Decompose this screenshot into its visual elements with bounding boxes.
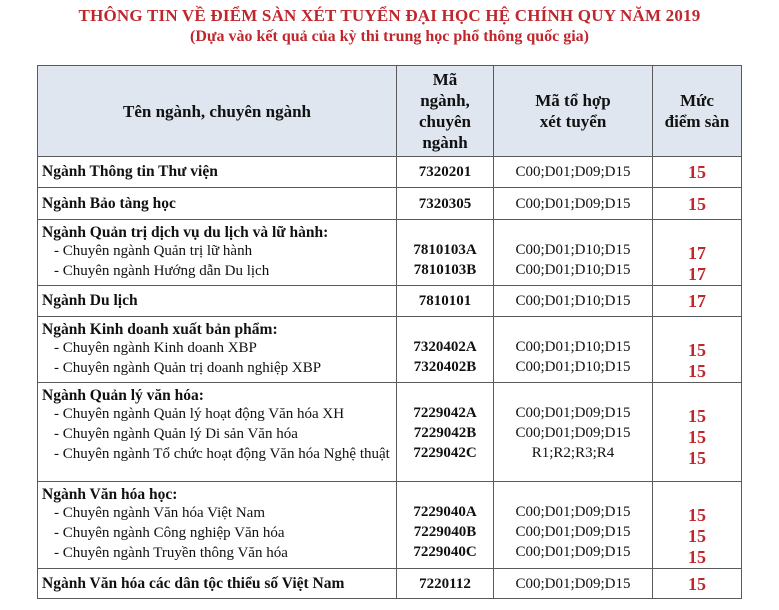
score-value: 15: [688, 427, 706, 447]
major-name: Ngành Thông tin Thư viện: [42, 163, 218, 180]
score-cell: [653, 317, 742, 383]
score-value: 17: [688, 291, 706, 311]
code-cell: [397, 569, 494, 599]
major-code: 7810101: [418, 293, 472, 309]
header-code-line: Mã: [432, 70, 458, 89]
major-code: 7810103B: [413, 262, 477, 278]
major-code: 7229040A: [413, 504, 477, 520]
code-cell: [397, 220, 494, 286]
major-code: 7810103A: [413, 242, 477, 258]
combo-value: C00;D01;D10;D15: [515, 242, 631, 258]
score-value: 15: [688, 448, 706, 468]
sub-major: - Chuyên ngành Hướng dẫn Du lịch: [54, 263, 270, 279]
table-row: [38, 482, 742, 569]
sub-major: - Chuyên ngành Quản lý hoạt động Văn hóa XH: [54, 406, 345, 422]
table-row: [38, 569, 742, 599]
major-name-cell: [38, 220, 397, 286]
major-name-cell: [38, 482, 397, 569]
score-cell: [653, 286, 742, 317]
header-combo: [494, 66, 653, 157]
major-name: Ngành Văn hóa các dân tộc thiểu số Việt Nam: [42, 575, 345, 592]
major-code: 7220112: [419, 576, 471, 592]
combo-value: C00;D01;D09;D15: [515, 544, 631, 560]
major-name-cell: [38, 157, 397, 188]
score-value: 17: [688, 243, 706, 263]
sub-major: - Chuyên ngành Truyền thông Văn hóa: [54, 545, 288, 561]
score-value: 15: [688, 505, 706, 525]
code-cell: [397, 286, 494, 317]
score-value: 15: [688, 162, 706, 182]
major-name-cell: [38, 383, 397, 482]
major-code: 7320201: [418, 164, 472, 180]
score-value: 15: [688, 526, 706, 546]
combo-cell: [494, 482, 653, 569]
score-value: 15: [688, 547, 706, 567]
table-row: [38, 188, 742, 220]
score-cell: [653, 188, 742, 220]
table-header-row: [38, 66, 742, 157]
score-table: [37, 65, 742, 599]
combo-value: C00;D01;D10;D15: [515, 359, 631, 375]
sub-major: - Chuyên ngành Tổ chức hoạt động Văn hóa Nghệ thuật: [54, 446, 390, 462]
header-code-line: ngành,: [420, 91, 470, 110]
combo-value: C00;D01;D09;D15: [515, 196, 631, 212]
major-name-cell: [38, 317, 397, 383]
combo-cell: [494, 188, 653, 220]
header-combo-line: xét tuyển: [539, 112, 607, 131]
score-value: 15: [688, 574, 706, 594]
combo-value: C00;D01;D10;D15: [515, 293, 631, 309]
header-code-line: ngành: [422, 133, 468, 152]
combo-cell: [494, 317, 653, 383]
sub-major: - Chuyên ngành Văn hóa Việt Nam: [54, 505, 266, 521]
combo-cell: [494, 383, 653, 482]
major-code: 7320402B: [413, 359, 477, 375]
major-name: Ngành Kinh doanh xuất bản phẩm:: [42, 321, 278, 338]
combo-cell: [494, 157, 653, 188]
code-cell: [397, 383, 494, 482]
major-name-cell: [38, 188, 397, 220]
code-cell: [397, 317, 494, 383]
combo-cell: [494, 569, 653, 599]
code-cell: [397, 482, 494, 569]
page-subtitle: (Dựa vào kết quả của kỳ thi trung học phổ thông quốc gia): [190, 28, 589, 45]
major-code: 7320402A: [413, 339, 477, 355]
major-code: 7229042A: [413, 405, 477, 421]
major-name-cell: [38, 569, 397, 599]
table-row: [38, 220, 742, 286]
score-cell: [653, 383, 742, 482]
header-score: [653, 66, 742, 157]
major-name: Ngành Quản lý văn hóa:: [42, 387, 204, 404]
score-cell: [653, 482, 742, 569]
sub-major: - Chuyên ngành Quản trị lữ hành: [54, 243, 253, 259]
score-cell: [653, 569, 742, 599]
combo-value: C00;D01;D09;D15: [515, 524, 631, 540]
combo-value: C00;D01;D09;D15: [515, 576, 631, 592]
sub-major: - Chuyên ngành Quản lý Di sản Văn hóa: [54, 426, 298, 442]
sub-major: - Chuyên ngành Kinh doanh XBP: [54, 340, 257, 356]
major-code: 7320305: [418, 196, 472, 212]
sub-major: - Chuyên ngành Công nghiệp Văn hóa: [54, 525, 285, 541]
major-code: 7229040B: [413, 524, 477, 540]
combo-cell: [494, 220, 653, 286]
code-cell: [397, 188, 494, 220]
score-value: 15: [688, 361, 706, 381]
combo-value: C00;D01;D10;D15: [515, 339, 631, 355]
header-name: Tên ngành, chuyên ngành: [38, 66, 397, 157]
header-code-line: chuyên: [419, 112, 471, 131]
score-value: 15: [688, 406, 706, 426]
score-value: 17: [688, 264, 706, 284]
combo-value: C00;D01;D09;D15: [515, 405, 631, 421]
major-code: 7229042C: [413, 445, 477, 461]
header-code: [397, 66, 494, 157]
major-name: Ngành Du lịch: [42, 292, 138, 309]
sub-major: - Chuyên ngành Quản trị doanh nghiệp XBP: [54, 360, 322, 376]
header-score-line: điểm sàn: [664, 112, 730, 131]
combo-cell: [494, 286, 653, 317]
score-cell: [653, 220, 742, 286]
combo-value: C00;D01;D09;D15: [515, 164, 631, 180]
major-name: Ngành Văn hóa học:: [42, 486, 178, 503]
table-row: [38, 157, 742, 188]
combo-value: R1;R2;R3;R4: [531, 445, 615, 461]
table-row: [38, 383, 742, 482]
header-combo-line: Mã tổ hợp: [535, 91, 611, 110]
table-row: [38, 317, 742, 383]
major-name: Ngành Quản trị dịch vụ du lịch và lữ hành:: [42, 224, 329, 241]
combo-value: C00;D01;D09;D15: [515, 425, 631, 441]
major-code: 7229042B: [413, 425, 477, 441]
major-name: Ngành Bảo tàng học: [42, 195, 176, 212]
combo-value: C00;D01;D09;D15: [515, 504, 631, 520]
header-score-line: Mức: [680, 91, 714, 110]
score-value: 15: [688, 340, 706, 360]
page-title: THÔNG TIN VỀ ĐIỂM SÀN XÉT TUYỂN ĐẠI HỌC HỆ CHÍNH QUY NĂM 2019: [78, 6, 701, 25]
major-name-cell: [38, 286, 397, 317]
major-code: 7229040C: [413, 544, 477, 560]
score-value: 15: [688, 194, 706, 214]
score-cell: [653, 157, 742, 188]
combo-value: C00;D01;D10;D15: [515, 262, 631, 278]
code-cell: [397, 157, 494, 188]
table-row: [38, 286, 742, 317]
